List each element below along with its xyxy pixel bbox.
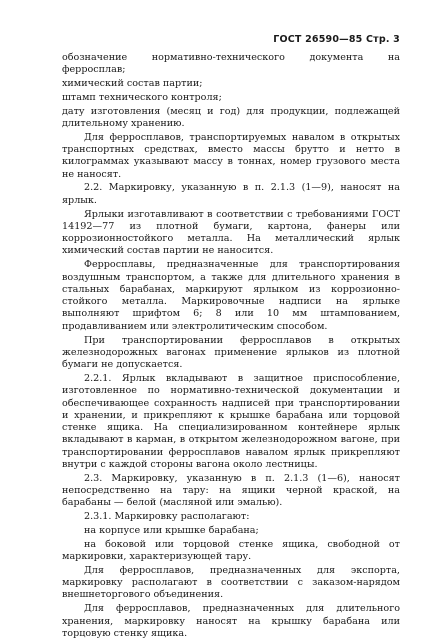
- paragraph: 2.3. Маркировку, указанную в п. 2.1.3 (1—6), наносят непосредственно на тару: на ящики черной краской, на барабаны — белой (масляной или эмалью).: [62, 472, 400, 509]
- paragraph: 2.3.1. Маркировку располагают:: [84, 511, 250, 523]
- paragraph: обозначение нормативно-технического документа на ферросплав;: [62, 52, 400, 76]
- paragraph: Для ферросплавов, предназначенных для длительного хранения, маркировку наносят на крышку барабана или торцовую стенку ящика.: [62, 603, 400, 639]
- paragraph: 2.2. Маркировку, указанную в п. 2.1.3 (1—9), наносят на ярлык.: [62, 182, 400, 206]
- paragraph: Ярлыки изготавливают в соответствии с требованиями ГОСТ 14192—77 из плотной бумаги, картона, фанеры или коррозионностойкого металла. На металлический ярлык химический состав партии не наносится.: [62, 208, 400, 257]
- paragraph: Ферросплавы, предназначенные для транспортирования воздушным транспортом, а также для длительного хранения в стальных барабанах, маркируют ярлыком из коррозионно-стойкого металла. Маркировочные надписи на ярлыке выполняют шрифтом 6; 8 или 10 мм штампованием, продавливанием или электролитическим способом.: [62, 259, 400, 332]
- page-header: ГОСТ 26590—85 Стр. 3: [273, 34, 400, 45]
- paragraph: на корпусе или крышке барабана;: [84, 524, 259, 536]
- paragraph: Для ферросплавов, предназначенных для экспорта, маркировку располагают в соответствии с заказом-нарядом внешнеторгового объединения.: [62, 564, 400, 601]
- paragraph: 2.2.1. Ярлык вкладывают в защитное приспособление, изготовленное по нормативно-технической документации и обеспечивающее сохранность надписей при транспортировании и хранении, и прикрепляют к крышке барабана или торцовой стенке ящика. На специализированном контейнере ярлык вкладывают в карман, в открытом железнодорожном вагоне, при транспортировании ферросплавов навалом ярлык прикрепляют внутри с каждой стороны вагона около лестницы.: [62, 372, 400, 470]
- paragraph: химический состав партии;: [62, 78, 203, 90]
- body-text: [62, 52, 400, 640]
- paragraph: штамп технического контроля;: [62, 91, 222, 103]
- paragraph: дату изготовления (месяц и год) для продукции, подлежащей длительному хранению.: [62, 105, 400, 129]
- paragraph: При транспортировании ферросплавов в открытых железнодорожных вагонах применение ярлыков из плотной бумаги не допускается.: [62, 334, 400, 371]
- paragraph: на боковой или торцовой стенке ящика, свободной от маркировки, характеризующей тару.: [62, 538, 400, 563]
- paragraph: Для ферросплавов, транспортируемых навалом в открытых транспортных средствах, вместо массы брутто и нетто в килограммах указывают массу в тоннах, номер грузового места не наносят.: [62, 131, 400, 180]
